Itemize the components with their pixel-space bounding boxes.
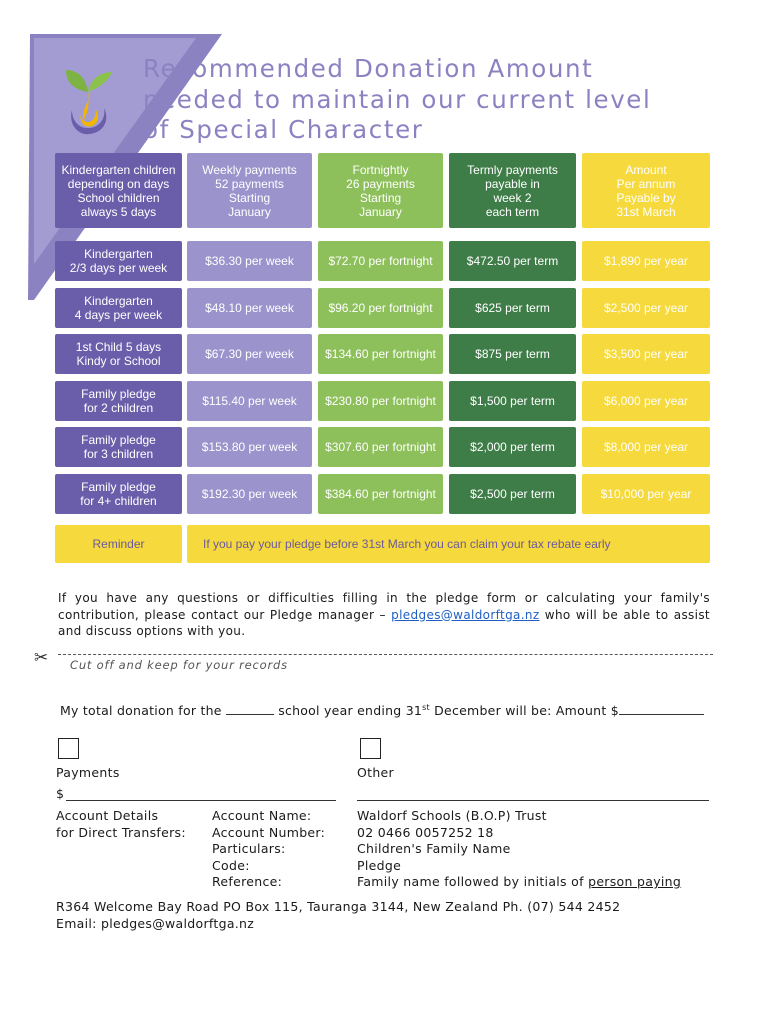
value-particulars: Children's Family Name [357,841,511,856]
row-fortnightly: $230.80 per fortnight [318,381,443,421]
row-fortnightly: $384.60 per fortnight [318,474,443,514]
row-termly: $2,500 per term [449,474,576,514]
value-account-name: Waldorf Schools (B.O.P) Trust [357,808,547,823]
reminder-text: If you pay your pledge before 31st March you can claim your tax rebate early [187,525,710,563]
row-fortnightly: $96.20 per fortnight [318,288,443,328]
scissors-icon: ✂ [34,648,49,668]
address-line: R364 Welcome Bay Road PO Box 115, Tauranga 3144, New Zealand Ph. (07) 544 2452 [56,899,621,914]
header-termly: Termly payments payable in week 2 each term [449,153,576,228]
row-annual: $2,500 per year [582,288,710,328]
field-account-number: Account Number: [212,824,326,840]
account-heading-line-2: for Direct Transfers: [56,824,186,840]
cut-note: Cut off and keep for your records [70,658,288,672]
title-line-1: Recommended Donation Amount [143,54,594,83]
row-label: 1st Child 5 days Kindy or School [55,334,182,374]
total-donation-line [60,703,704,718]
field-particulars: Particulars: [212,841,286,856]
payments-amount-field[interactable] [66,800,336,801]
info-paragraph [58,590,710,640]
row-label: Family pledge for 2 children [55,381,182,421]
field-reference: Reference: [212,874,283,889]
info-text-before: If you have any questions or difficulties filling in the pledge form or calculating your family's contribution, please contact our Pledge manager – [58,591,710,622]
address-block [56,899,620,932]
account-field-labels [212,808,325,891]
row-weekly: $67.30 per week [187,334,312,374]
value-account-number: 02 0466 0057252 18 [357,824,494,840]
header-fortnightly: Fortnightly 26 payments Starting January [318,153,443,228]
school-year-field[interactable] [226,703,274,715]
info-text-after: who will be able to assist and discuss options with you. [58,607,710,638]
account-heading [56,808,186,841]
row-label: Family pledge for 4+ children [55,474,182,514]
field-account-name: Account Name: [212,808,312,823]
title-line-3: of Special Character [143,115,424,144]
row-termly: $875 per term [449,334,576,374]
title-line-2: needed to maintain our current level [143,84,652,114]
header-weekly: Weekly payments 52 payments Starting January [187,153,312,228]
amount-field[interactable] [619,703,704,715]
row-fortnightly: $72.70 per fortnight [318,241,443,281]
row-label: Kindergarten 2/3 days per week [55,241,182,281]
row-fortnightly: $134.60 per fortnight [318,334,443,374]
row-label: Kindergarten 4 days per week [55,288,182,328]
other-label: Other [357,765,394,780]
total-sup: st [422,703,430,712]
payments-checkbox[interactable] [58,738,79,759]
row-weekly: $192.30 per week [187,474,312,514]
reminder-label: Reminder [55,525,182,563]
row-weekly: $36.30 per week [187,241,312,281]
row-termly: $2,000 per term [449,427,576,467]
value-code: Pledge [357,857,402,873]
account-field-values [357,808,681,891]
cut-line [58,654,713,655]
row-fortnightly: $307.60 per fortnight [318,427,443,467]
address-email: Email: pledges@waldorftga.nz [56,915,255,931]
header-category: Kindergarten children depending on days School children always 5 days [55,153,182,228]
total-label-3: December will be: Amount $ [429,703,619,719]
row-annual: $10,000 per year [582,474,710,514]
row-weekly: $48.10 per week [187,288,312,328]
row-weekly: $153.80 per week [187,427,312,467]
row-annual: $6,000 per year [582,381,710,421]
page-title [143,54,651,146]
account-heading-line-1: Account Details [56,808,159,823]
value-reference [357,874,681,891]
row-annual: $1,890 per year [582,241,710,281]
dollar-sign: $ [56,786,65,801]
reference-underlined: person paying [588,874,682,889]
row-annual: $3,500 per year [582,334,710,374]
total-label-2: school year ending 31 [278,703,423,719]
row-termly: $625 per term [449,288,576,328]
reference-prefix: Family name followed by initials of [357,874,589,889]
row-termly: $472.50 per term [449,241,576,281]
row-annual: $8,000 per year [582,427,710,467]
school-logo-icon [58,62,118,140]
other-checkbox[interactable] [360,738,381,759]
payments-label: Payments [56,765,120,780]
total-label-1: My total donation for the [60,703,222,719]
other-field[interactable] [357,800,709,801]
header-annual: Amount Per annum Payable by 31st March [582,153,710,228]
field-code: Code: [212,857,250,873]
row-termly: $1,500 per term [449,381,576,421]
row-label: Family pledge for 3 children [55,427,182,467]
pledge-email-link[interactable]: pledges@waldorftga.nz [391,607,540,622]
row-weekly: $115.40 per week [187,381,312,421]
